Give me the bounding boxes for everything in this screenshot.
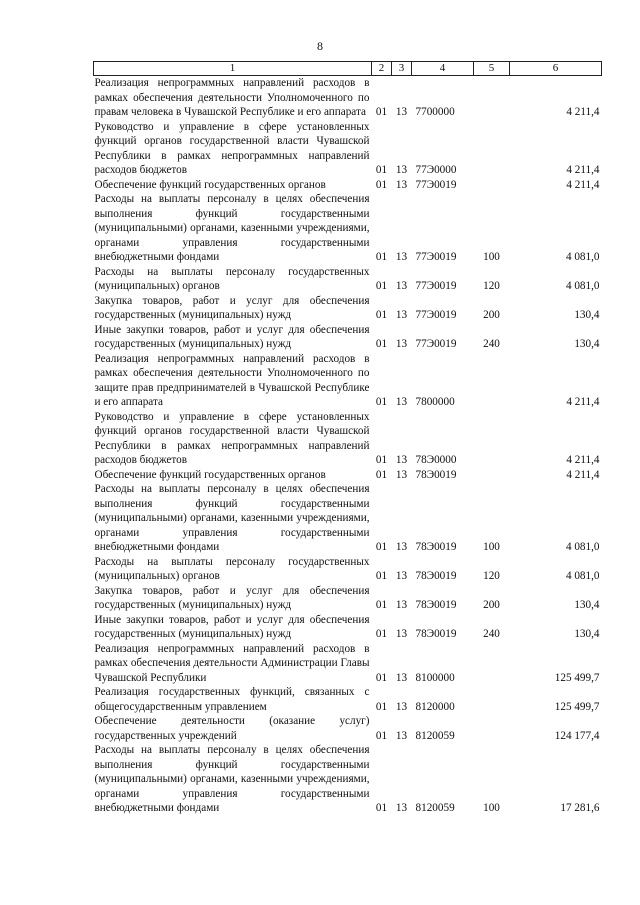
row-name: Расходы на выплаты персоналу в целях обеспечения выполнения функций государственными (муниципальными) органами, казенными учреждениями, органами управления государственными внебюджетными фондами [94,483,370,553]
row-name: Расходы на выплаты персоналу государственных (муниципальных) органов [94,555,370,582]
row-expense-type [474,468,510,483]
row-section: 01 [375,178,388,191]
row-amount: 4 211,4 [566,106,600,118]
row-section: 01 [375,802,388,814]
row-section: 01 [375,338,388,350]
row-section: 01 [375,309,388,321]
row-section: 01 [375,541,388,553]
table-row [94,685,602,714]
row-expense-type [474,410,510,468]
table-row [94,714,602,743]
row-target-article: 8100000 [415,671,455,684]
table-header-row [94,62,602,76]
row-section: 01 [375,729,388,742]
row-subsection: 13 [395,454,408,466]
page-number: 8 [317,39,323,53]
row-amount: 130,4 [574,309,600,321]
row-subsection: 13 [395,570,408,582]
row-section: 01 [375,454,388,466]
table-row [94,613,602,642]
row-subsection: 13 [395,178,408,191]
header-col-3: 3 [392,62,412,76]
row-subsection: 13 [395,628,408,640]
row-target-article: 8120059 [415,729,455,742]
row-section: 01 [375,599,388,611]
row-section: 01 [375,164,388,176]
row-amount: 130,4 [574,338,600,350]
table-row [94,743,602,816]
row-target-article: 77Э0019 [415,178,457,191]
table-row [94,192,602,265]
row-target-article: 77Э0019 [415,309,457,321]
row-subsection: 13 [395,802,408,814]
row-subsection: 13 [395,280,408,292]
header-col-2: 2 [372,62,392,76]
row-name: Расходы на выплаты персоналу в целях обеспечения выполнения функций государственными (муниципальными) органами, казенными учреждениями, органами управления государственными внебюджетными фондами [94,193,370,263]
row-amount: 4 211,4 [566,454,600,466]
row-expense-type: 200 [483,309,500,321]
row-section: 01 [375,628,388,640]
row-expense-type [474,352,510,410]
header-col-4: 4 [412,62,474,76]
row-name: Расходы на выплаты персоналу государственных (муниципальных) органов [94,265,370,292]
row-expense-type: 120 [483,280,500,292]
row-target-article: 78Э0019 [415,599,457,611]
table-row [94,323,602,352]
row-name: Реализация непрограммных направлений расходов в рамках обеспечения деятельности Уполномоченного по правам человека в Чувашской Республике и его аппарата [94,77,370,118]
row-expense-type [474,120,510,178]
row-section: 01 [375,280,388,292]
row-section: 01 [375,396,388,408]
table-row [94,642,602,686]
row-target-article: 78Э0019 [415,570,457,582]
row-target-article: 8120000 [415,700,455,713]
row-section: 01 [375,570,388,582]
row-amount: 4 081,0 [565,280,600,292]
row-subsection: 13 [395,106,408,118]
row-target-article: 78Э0019 [415,541,457,553]
row-subsection: 13 [395,729,408,742]
table-row [94,584,602,613]
row-section: 01 [375,106,388,118]
header-col-5: 5 [474,62,510,76]
row-amount: 4 081,0 [565,251,600,263]
row-subsection: 13 [395,468,408,481]
table-row [94,352,602,410]
row-expense-type [474,178,510,193]
row-name: Обеспечение деятельности (оказание услуг) государственных учреждений [94,715,370,742]
row-subsection: 13 [395,671,408,684]
row-expense-type: 200 [483,599,500,611]
row-section: 01 [375,251,388,263]
row-subsection: 13 [395,541,408,553]
row-name: Иные закупки товаров, работ и услуг для обеспечения государственных (муниципальных) нужд [94,613,370,640]
table-row [94,482,602,555]
row-target-article: 77Э0019 [415,280,457,292]
row-subsection: 13 [395,251,408,263]
row-target-article: 78Э0019 [415,628,457,640]
row-amount: 124 177,4 [554,729,600,742]
row-target-article: 78Э0000 [415,454,457,466]
table-row [94,120,602,178]
row-subsection: 13 [395,309,408,321]
header-col-6: 6 [510,62,602,76]
row-target-article: 8120059 [415,802,455,814]
budget-table [93,61,602,816]
row-expense-type [474,642,510,686]
row-expense-type [474,685,510,714]
table-row [94,76,602,120]
row-subsection: 13 [395,338,408,350]
table-row [94,178,602,193]
row-expense-type: 100 [483,251,500,263]
row-target-article: 78Э0019 [415,468,457,481]
row-subsection: 13 [395,396,408,408]
header-col-1: 1 [94,62,372,76]
table-row [94,265,602,294]
row-amount: 4 211,4 [566,178,600,191]
row-name: Реализация государственных функций, связанных с общегосударственным управлением [94,686,370,713]
row-amount: 4 211,4 [566,468,600,481]
row-name: Обеспечение функций государственных органов [94,178,326,191]
row-name: Реализация непрограммных направлений расходов в рамках обеспечения деятельности Уполномоченного по защите прав предпринимателей в Чувашской Республике и его аппарата [94,352,370,408]
row-amount: 4 081,0 [565,541,600,553]
row-expense-type [474,714,510,743]
row-name: Закупка товаров, работ и услуг для обеспечения государственных (муниципальных) нужд [94,294,370,321]
row-target-article: 77Э0019 [415,251,457,263]
row-subsection: 13 [395,164,408,176]
row-amount: 4 211,4 [566,164,600,176]
row-amount: 4 081,0 [565,570,600,582]
row-expense-type: 120 [483,570,500,582]
row-amount: 125 499,7 [554,671,600,684]
row-amount: 125 499,7 [554,700,600,713]
table-row [94,555,602,584]
row-target-article: 77Э0019 [415,338,457,350]
row-name: Расходы на выплаты персоналу в целях обеспечения выполнения функций государственными (муниципальными) органами, казенными учреждениями, органами управления государственными внебюджетными фондами [94,744,370,814]
row-amount: 130,4 [574,628,600,640]
table-row [94,294,602,323]
row-name: Закупка товаров, работ и услуг для обеспечения государственных (муниципальных) нужд [94,584,370,611]
row-section: 01 [375,671,388,684]
row-name: Руководство и управление в сфере установленных функций органов государственной власти Чувашской Республики в рамках непрограммных направлений расходов бюджетов [94,410,370,466]
row-target-article: 77Э0000 [415,164,457,176]
row-name: Руководство и управление в сфере установленных функций органов государственной власти Чувашской Республики в рамках непрограммных направлений расходов бюджетов [94,120,370,176]
row-expense-type: 240 [483,628,500,640]
row-section: 01 [375,468,388,481]
row-expense-type: 100 [483,802,500,814]
table-row [94,410,602,468]
row-amount: 130,4 [574,599,600,611]
row-target-article: 7800000 [415,396,455,408]
row-name: Обеспечение функций государственных органов [94,468,326,481]
row-target-article: 7700000 [415,106,455,118]
row-subsection: 13 [395,700,408,713]
row-expense-type: 100 [483,541,500,553]
row-name: Иные закупки товаров, работ и услуг для обеспечения государственных (муниципальных) нужд [94,323,370,350]
row-section: 01 [375,700,388,713]
row-expense-type: 240 [483,338,500,350]
row-subsection: 13 [395,599,408,611]
row-expense-type [474,76,510,120]
row-name: Реализация непрограммных направлений расходов в рамках обеспечения деятельности Администрации Главы Чувашской Республики [94,642,370,684]
row-amount: 4 211,4 [566,396,600,408]
table-row [94,468,602,483]
row-amount: 17 281,6 [560,802,600,814]
